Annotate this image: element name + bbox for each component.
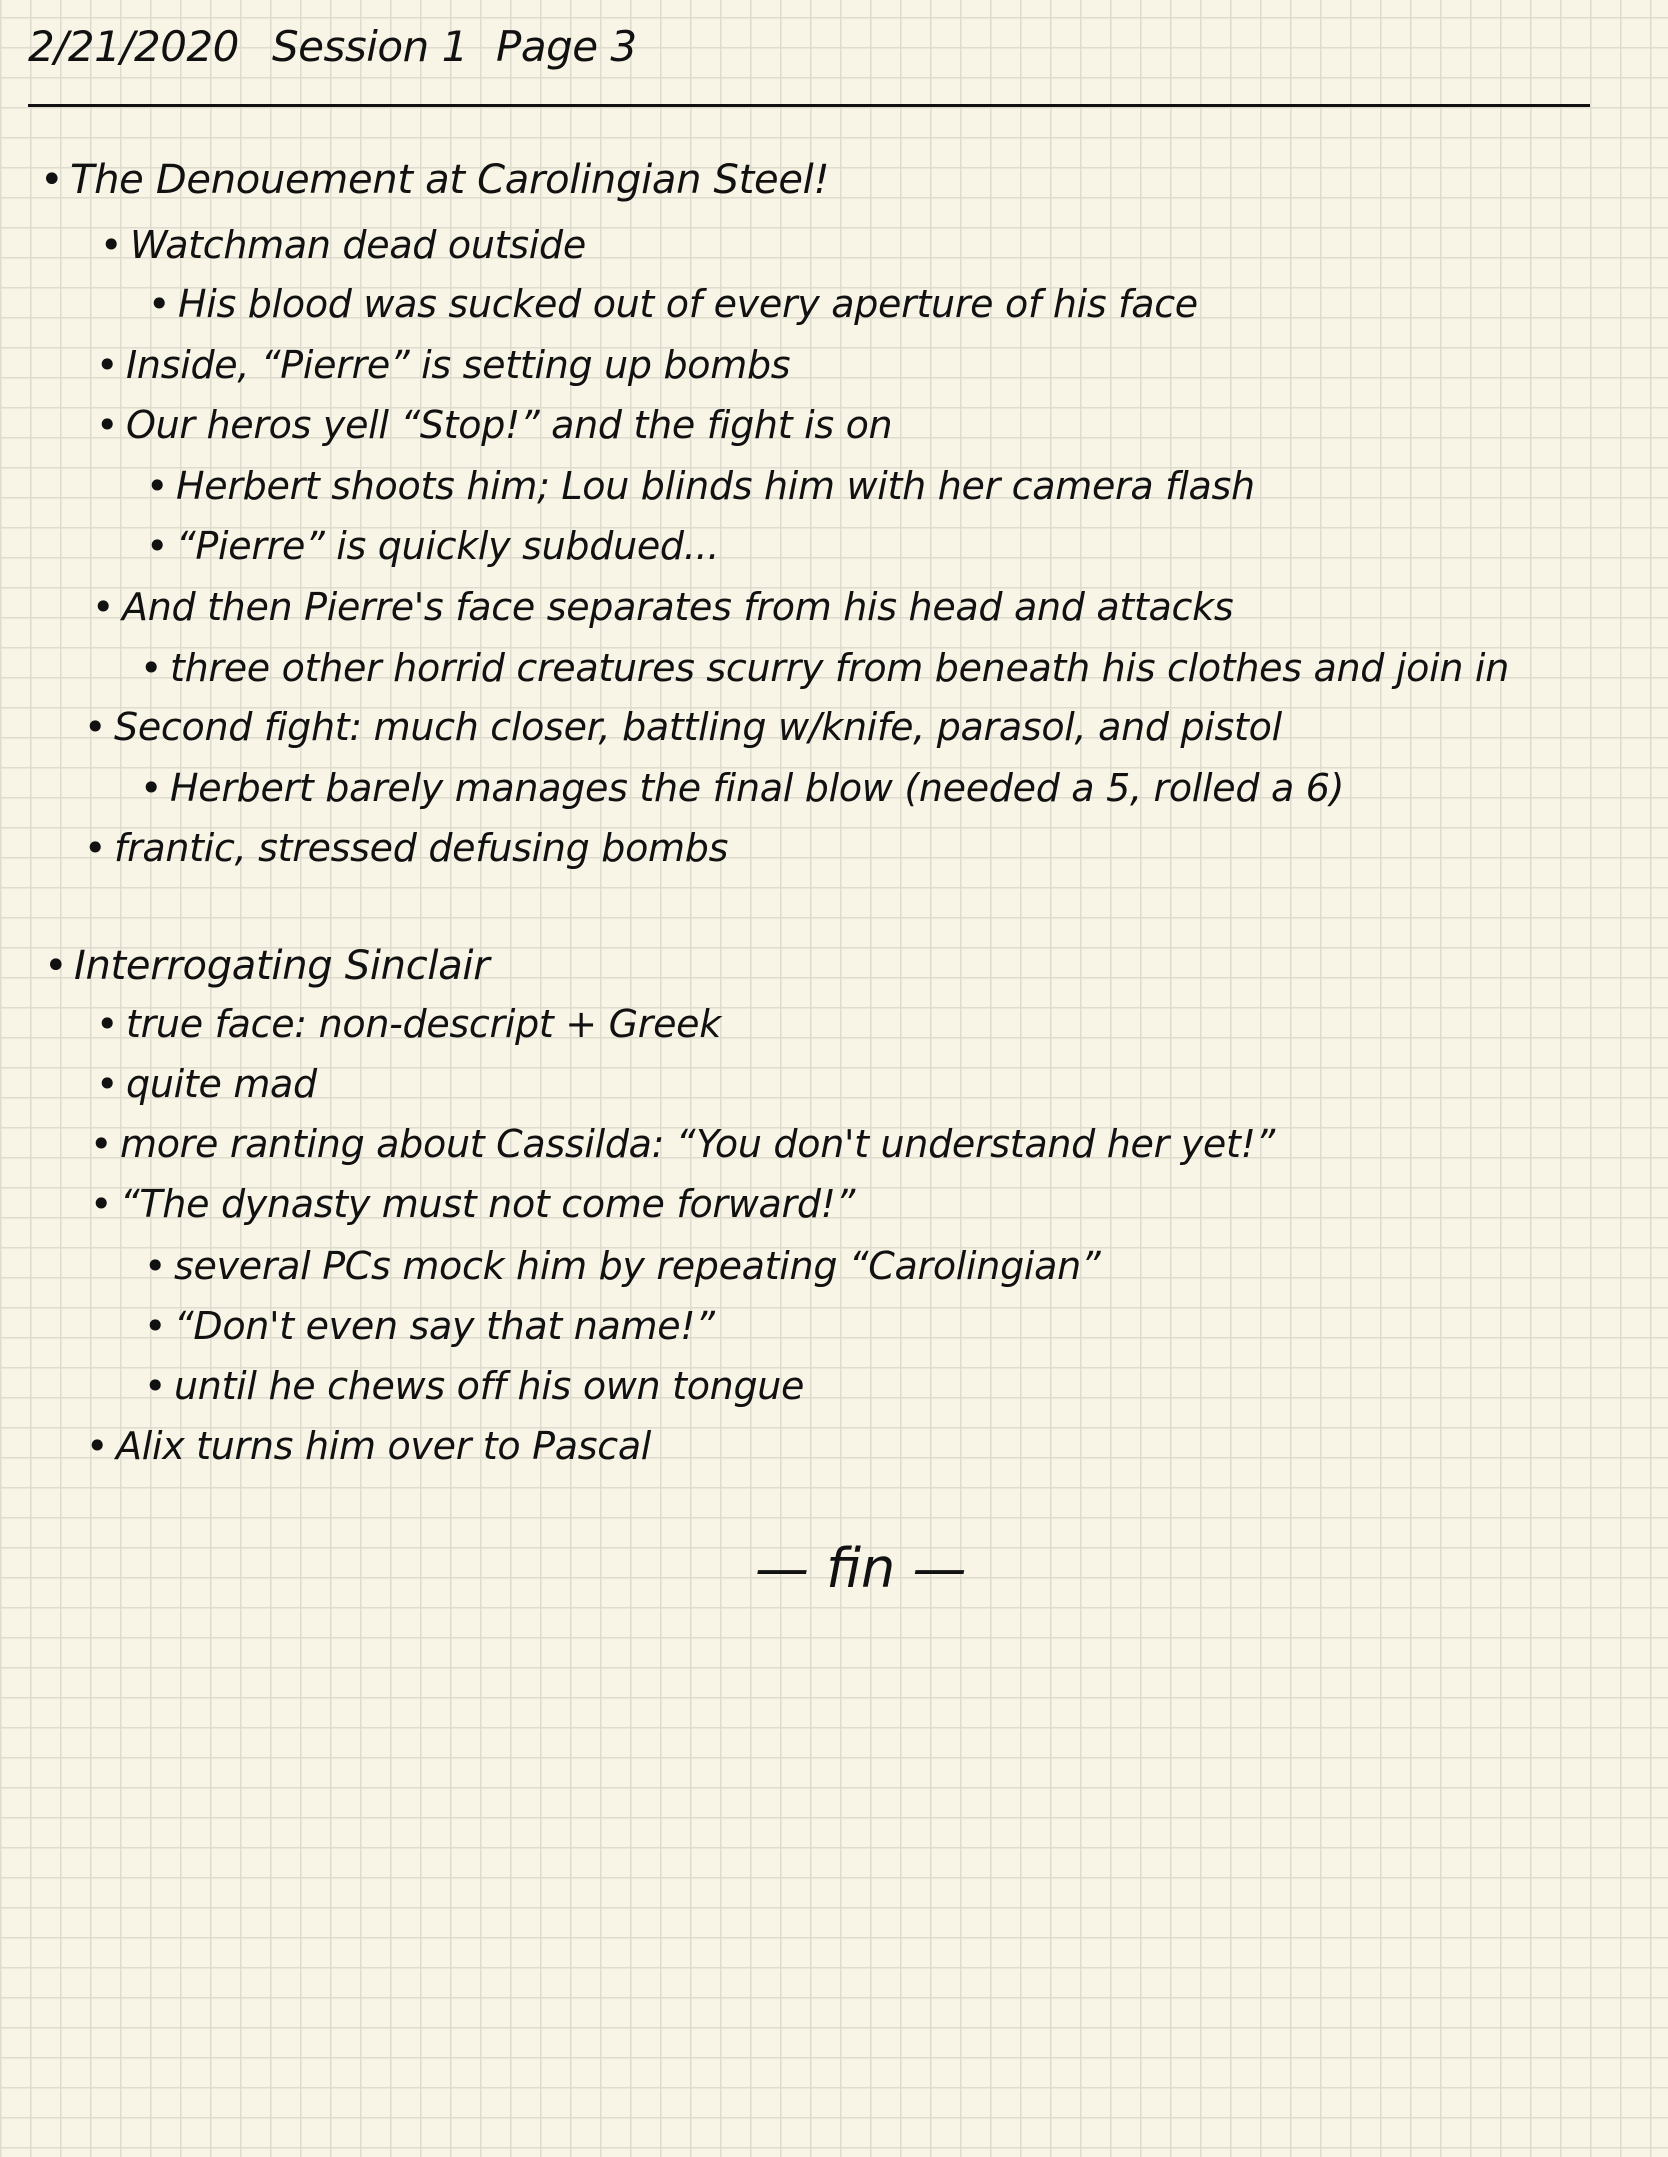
list-item: • more ranting about Cassilda: “You don't understand her yet!”: [90, 1122, 1275, 1166]
list-item: • Interrogating Sinclair: [44, 943, 490, 989]
list-item: • Inside, “Pierre” is setting up bombs: [96, 343, 791, 387]
list-item: • several PCs mock him by repeating “Carolingian”: [144, 1244, 1101, 1288]
list-item: • Alix turns him over to Pascal: [86, 1424, 652, 1468]
header-session: Session 1: [272, 22, 468, 71]
list-item: • “Don't even say that name!”: [144, 1304, 715, 1348]
list-item: • “Pierre” is quickly subdued...: [146, 524, 720, 568]
list-item: • Herbert barely manages the final blow (needed a 5, rolled a 6): [140, 766, 1345, 810]
list-item: • Our heros yell “Stop!” and the fight is on: [96, 403, 893, 447]
list-item: • Watchman dead outside: [100, 223, 586, 267]
header-rule: [28, 104, 1590, 107]
list-item: • three other horrid creatures scurry from beneath his clothes and join in: [140, 646, 1509, 690]
list-item: • “The dynasty must not come forward!”: [90, 1182, 855, 1226]
header-page: Page 3: [496, 22, 637, 71]
list-item: • true face: non-descript + Greek: [96, 1002, 721, 1046]
list-item: • And then Pierre's face separates from his head and attacks: [92, 585, 1234, 629]
list-item: • Herbert shoots him; Lou blinds him with her camera flash: [146, 464, 1255, 508]
list-item: • frantic, stressed defusing bombs: [84, 826, 729, 870]
header-date: 2/21/2020: [28, 22, 239, 71]
list-item: • until he chews off his own tongue: [144, 1364, 805, 1408]
list-item: • The Denouement at Carolingian Steel!: [40, 157, 830, 203]
list-item: • His blood was sucked out of every aperture of his face: [148, 282, 1198, 326]
list-item: • Second fight: much closer, battling w/knife, parasol, and pistol: [84, 705, 1282, 749]
closing-fin: — fin —: [755, 1537, 967, 1600]
list-item: • quite mad: [96, 1062, 317, 1106]
